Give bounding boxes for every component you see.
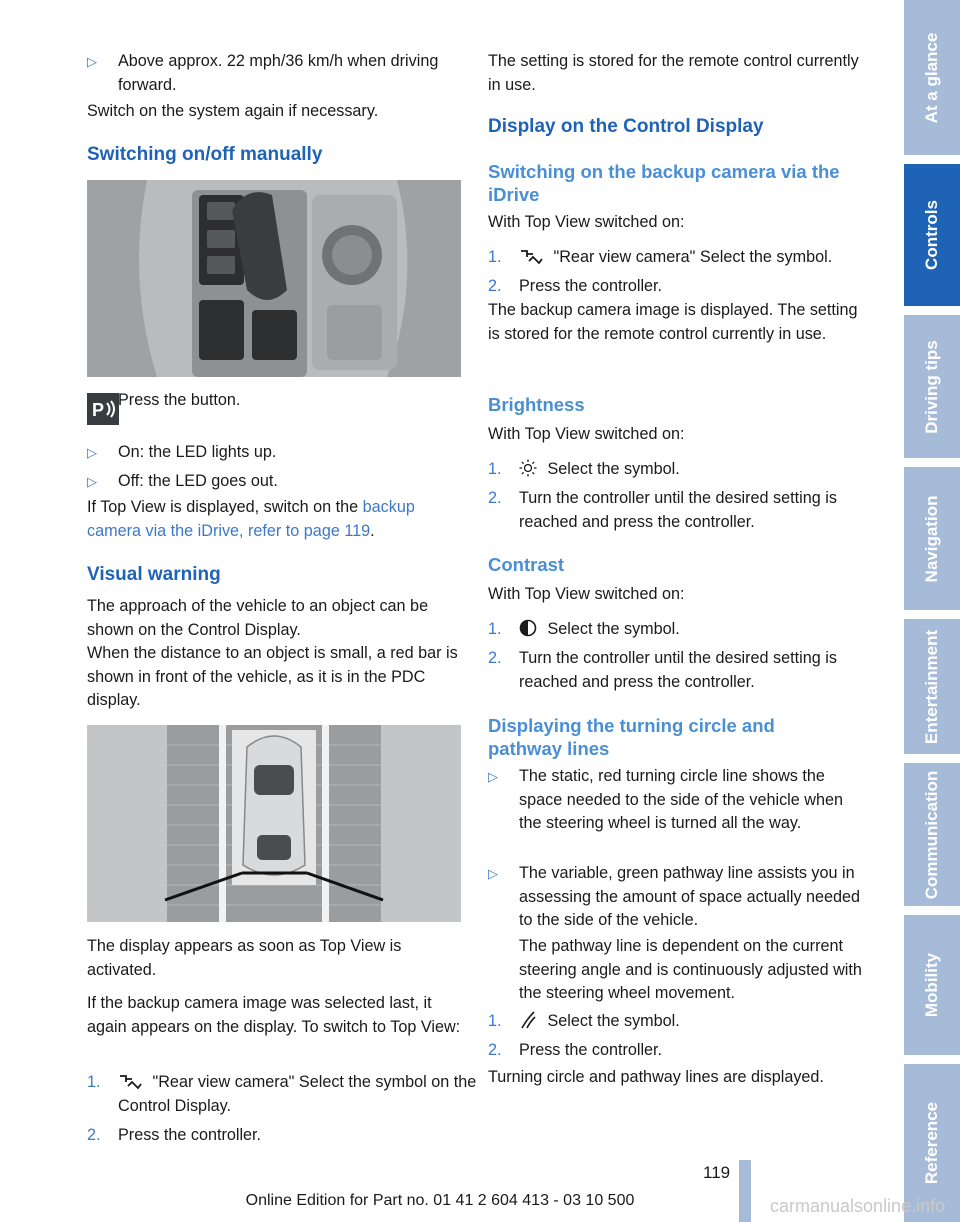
console-photo xyxy=(87,180,461,377)
list-item: 2. Press the controller. xyxy=(488,277,663,295)
sun-icon xyxy=(519,459,537,477)
tab-navigation[interactable]: Navigation xyxy=(904,467,960,610)
bullet-marker: ▷ xyxy=(488,769,498,784)
tab-mobility[interactable]: Mobility xyxy=(904,915,960,1055)
tab-entertainment[interactable]: Entertainment xyxy=(904,619,960,754)
list-item: 1. "Rear view camera" Select the symbol on the Control Display. xyxy=(87,1073,477,1115)
rear-view-camera-icon xyxy=(118,1072,142,1090)
footer: Online Edition for Part no. 01 41 2 604 413 - 03 10 500 xyxy=(245,1192,635,1209)
paragraph: The approach of the vehicle to an object can be shown on the Control Display. xyxy=(87,597,429,639)
watermark: carmanualsonline.info xyxy=(770,1196,946,1216)
heading-contrast: Contrast xyxy=(488,554,565,575)
contrast-icon xyxy=(519,619,537,637)
paragraph: Turning circle and pathway lines are displayed. xyxy=(488,1068,824,1086)
paragraph: With Top View switched on: xyxy=(488,585,685,603)
list-item: 1. Select the symbol. xyxy=(488,620,680,638)
tab-communication[interactable]: Communication xyxy=(904,763,960,906)
paragraph: The display appears as soon as Top View is activated. xyxy=(87,937,402,979)
paragraph: The pathway line is dependent on the current steering angle and is continuously adjusted with the steering wheel movement. xyxy=(519,937,862,1002)
page-reference-link[interactable]: backup camera via the iDrive, refer to page 119 xyxy=(87,498,415,540)
paragraph: With Top View switched on: xyxy=(488,425,685,443)
bullet-marker: ▷ xyxy=(87,474,97,489)
list-item: 1. "Rear view camera" Select the symbol. xyxy=(488,248,833,266)
list-item: 1. Select the symbol. xyxy=(488,1012,680,1030)
bullet-marker: ▷ xyxy=(87,445,97,460)
bullet-marker: ▷ xyxy=(87,54,97,69)
paragraph: The setting is stored for the remote control currently in use. xyxy=(488,52,859,94)
paragraph: When the distance to an object is small, a red bar is shown in front of the vehicle, as it is in the PDC display. xyxy=(87,644,458,709)
list-item: 1. Select the symbol. xyxy=(488,460,680,478)
pdc-button-icon xyxy=(87,393,119,425)
list-item: ▷ Off: the LED goes out. xyxy=(87,470,492,494)
page-number-bar xyxy=(739,1160,751,1222)
heading-manual: Switching on/off manually xyxy=(87,144,323,165)
tab-at-a-glance[interactable]: At a glance xyxy=(904,0,960,155)
paragraph: Press the button. xyxy=(118,391,241,409)
tab-driving-tips[interactable]: Driving tips xyxy=(904,315,960,458)
list-item: ▷ The static, red turning circle line shows the space needed to the side of the vehicle when the steering wheel is turned all the way. xyxy=(488,767,843,832)
list-item: 2. Turn the controller until the desired setting is reached and press the controller. xyxy=(488,489,837,531)
list-item: ▷ Above approx. 22 mph/36 km/h when driving forward. xyxy=(87,52,439,94)
tab-reference[interactable]: Reference xyxy=(904,1064,960,1222)
paragraph: If the backup camera image was selected last, it again appears on the display. To switch to Top View: xyxy=(87,994,461,1036)
heading-visual-warning: Visual warning xyxy=(87,564,221,585)
list-item: ▷ On: the LED lights up. xyxy=(87,441,492,465)
svg-text:P: P xyxy=(92,400,105,420)
bullet-marker: ▷ xyxy=(488,866,498,881)
list-item: 2. Press the controller. xyxy=(87,1126,262,1144)
heading-display: Display on the Control Display xyxy=(488,116,764,137)
page-number: 119 xyxy=(703,1163,731,1182)
heading-brightness: Brightness xyxy=(488,394,585,415)
list-item: 2. Turn the controller until the desired setting is reached and press the controller. xyxy=(488,649,837,691)
paragraph: With Top View switched on: xyxy=(488,213,685,231)
heading-backup-camera: Switching on the backup camera via the iDrive xyxy=(488,161,840,205)
top-view-image xyxy=(87,725,461,922)
tab-controls[interactable]: Controls xyxy=(904,164,960,306)
pathway-lines-icon xyxy=(519,1011,537,1029)
paragraph: If Top View is displayed, switch on the backup camera via the iDrive, refer to page 119. xyxy=(87,498,415,540)
paragraph: The backup camera image is displayed. The setting is stored for the remote control currently in use. xyxy=(488,301,858,343)
paragraph: Switch on the system again if necessary. xyxy=(87,102,379,120)
section-tabs xyxy=(904,0,960,1222)
list-item: 2. Press the controller. xyxy=(488,1041,663,1059)
heading-turning-circle: Displaying the turning circle and pathway lines xyxy=(488,715,775,759)
rear-view-camera-icon xyxy=(519,247,543,265)
list-item: ▷ The variable, green pathway line assists you in assessing the amount of space actually needed to the side of the vehicle. xyxy=(488,864,861,929)
